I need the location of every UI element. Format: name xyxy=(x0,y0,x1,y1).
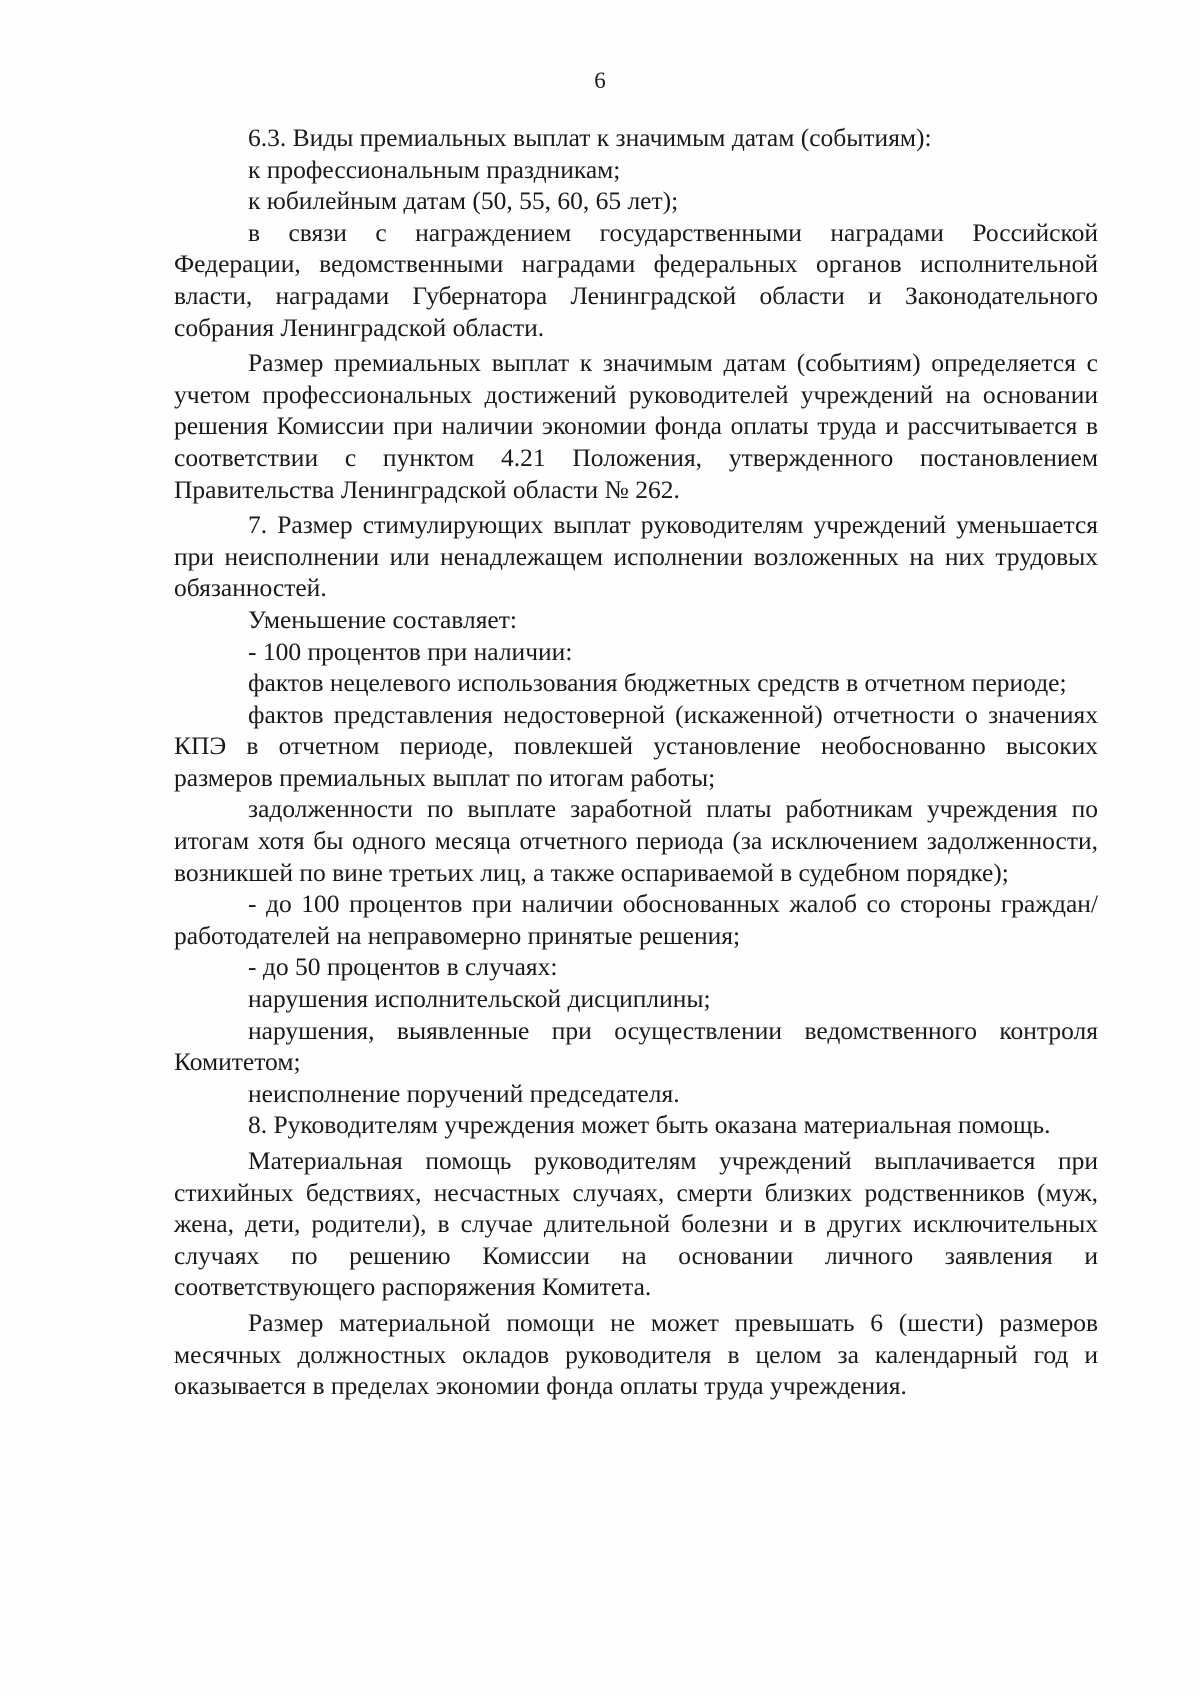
list-item-discipline-violation: нарушения исполнительской дисциплины; xyxy=(248,984,711,1014)
list-item-up-to-100-percent: - до 100 процентов при наличии обоснованных жалоб со стороны граждан/работодателей на неправомерно принятые решения; xyxy=(174,889,1098,950)
list-item-professional-holidays: к профессиональным праздникам; xyxy=(248,154,621,184)
list-item-misuse-of-funds: фактов нецелевого использования бюджетных средств в отчетном периоде; xyxy=(248,668,1067,698)
list-item-state-awards: в связи с награждением государственными наградами Российской Федерации, ведомственными наградами федеральных органов исполнительной власти, наградами Губернатора Ленинградской области и Законодательного собрания Ленинградской области. xyxy=(174,217,1098,342)
list-item-orders-non-fulfillment: неисполнение поручений председателя. xyxy=(248,1078,680,1108)
paragraph-reduction-is: Уменьшение составляет: xyxy=(248,604,517,634)
paragraph-material-aid-conditions: Материальная помощь руководителям учреждений выплачивается при стихийных бедствиях, несчастных случаях, смерти близких родственников (муж, жена, дети, родители), в случае длительной болезни и в других исключительных случаях по решению Комиссии на основании личного заявления и соответствующего распоряжения Комитета. xyxy=(174,1146,1098,1302)
paragraph-bonus-size: Размер премиальных выплат к значимым датам (событиям) определяется с учетом профессиональных достижений руководителей учреждений на основании решения Комиссии при наличии экономии фонда оплаты труда и рассчитывается в соответствии с пунктом 4.21 Положения, утвержденного постановлением Правительства Ленинградской области № 262. xyxy=(174,348,1098,504)
list-item-100-percent: - 100 процентов при наличии: xyxy=(248,636,573,666)
list-item-false-reporting: фактов представления недостоверной (искаженной) отчетности о значениях КПЭ в отчетном периоде, повлекшей установление необоснованно высоких размеров премиальных выплат по итогам работы; xyxy=(174,699,1098,792)
list-item-control-violations: нарушения, выявленные при осуществлении ведомственного контроля Комитетом; xyxy=(174,1015,1098,1077)
paragraph-8-material-aid: 8. Руководителям учреждения может быть оказана материальная помощь. xyxy=(248,1110,1051,1140)
page-number: 6 xyxy=(594,68,606,93)
document-body xyxy=(174,122,1098,1402)
list-item-anniversary-dates: к юбилейным датам (50, 55, 60, 65 лет); xyxy=(248,186,679,216)
paragraph-7-reduction: 7. Размер стимулирующих выплат руководителям учреждений уменьшается при неисполнении или ненадлежащем исполнении возложенных на них трудовых обязанностей. xyxy=(174,510,1098,603)
paragraph-6-3-heading: 6.3. Виды премиальных выплат к значимым датам (событиям): xyxy=(248,123,932,152)
paragraph-material-aid-limit: Размер материальной помощи не может превышать 6 (шести) размеров месячных должностных окладов руководителя в целом за календарный год и оказывается в пределах экономии фонда оплаты труда учреждения. xyxy=(174,1307,1098,1401)
list-item-salary-arrears: задолженности по выплате заработной платы работникам учреждения по итогам хотя бы одного месяца отчетного периода (за исключением задолженности, возникшей по вине третьих лиц, а также оспариваемой в судебном порядке); xyxy=(174,794,1098,887)
list-item-up-to-50-percent: - до 50 процентов в случаях: xyxy=(248,952,558,982)
